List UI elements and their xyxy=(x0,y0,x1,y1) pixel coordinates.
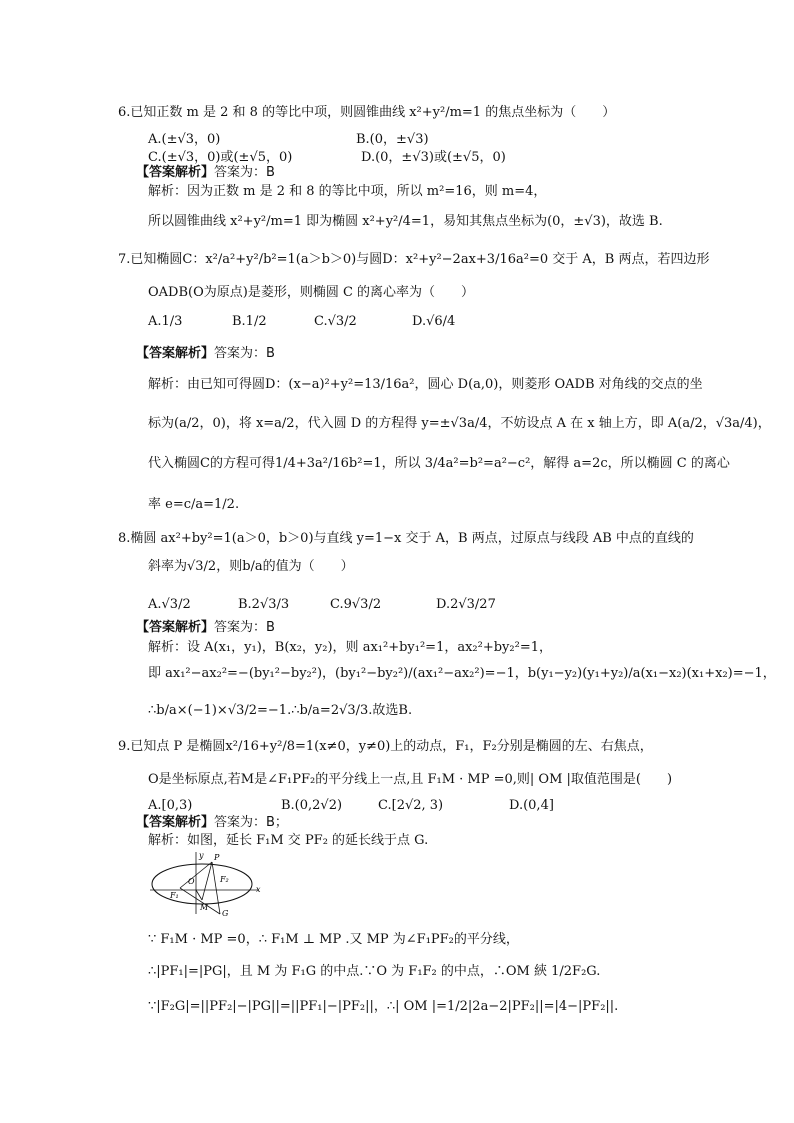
figure-label-f2: F₂ xyxy=(220,875,229,884)
figure-label-y: y xyxy=(199,851,204,860)
figure-label-p: P xyxy=(214,853,220,862)
q6-option-a: A.(±√3，0) xyxy=(148,132,221,147)
q9-solution-4: ∵|F₂G|=||PF₂|−|PG||=||PF₁|−|PF₂||，∴| OM |=1/2|2a−2|PF₂||=|4−|PF₂||. xyxy=(148,999,619,1014)
q8-solution-2: 即 ax₁²−ax₂²=−(by₁²−by₂²)，(by₁²−by₂²)/(ax₁²−ax₂²)=−1，b(y₁−y₂)(y₁+y₂)/a(x₁−x₂)(x₁+x₂)=−1， xyxy=(148,666,776,681)
q6-stem: 6.已知正数 m 是 2 和 8 的等比中项，则圆锥曲线 x²+y²/m=1 的焦点坐标为（ ） xyxy=(118,105,616,120)
ellipse-figure xyxy=(150,850,265,918)
q9-option-d: D.(0,4] xyxy=(509,798,554,813)
q9-answer xyxy=(136,813,288,833)
q6-solution-2: 所以圆锥曲线 x²+y²/m=1 即为椭圆 x²+y²/4=1，易知其焦点坐标为(0，±√3)，故选 B. xyxy=(148,214,663,229)
q7-stem-2: OADB(O为原点)是菱形，则椭圆 C 的离心率为（ ） xyxy=(148,285,475,300)
answer-tag: 【答案解析】 xyxy=(136,346,215,361)
answer-tag: 【答案解析】 xyxy=(136,815,215,830)
q8-stem-1: 8.椭圆 ax²+by²=1(a＞0，b＞0)与直线 y=1−x 交于 A，B 两点，过原点与线段 AB 中点的直线的 xyxy=(118,531,694,546)
q8-option-d: D.2√3/27 xyxy=(436,597,496,612)
q9-option-c: C.[2√2, 3) xyxy=(378,798,444,813)
q8-answer xyxy=(136,618,275,638)
answer-text: 答案为：B xyxy=(214,620,275,635)
q7-option-b: B.1/2 xyxy=(232,314,267,329)
figure-label-o: O xyxy=(188,877,195,886)
answer-text: 答案为：B； xyxy=(214,815,288,830)
q9-option-b: B.(0,2√2) xyxy=(281,798,343,813)
q7-option-c: C.√3/2 xyxy=(314,314,357,329)
q9-stem-2: O是坐标原点,若M是∠F₁PF₂的平分线上一点,且 F₁M · MP =0,则| OM |取值范围是( ) xyxy=(148,772,673,787)
q9-solution-3: ∴|PF₁|=|PG|，且 M 为 F₁G 的中点.∵O 为 F₁F₂ 的中点，∴OM 綊 1/2F₂G. xyxy=(148,964,601,979)
figure-label-g: G xyxy=(222,909,229,918)
q6-option-c: C.(±√3，0)或(±√5，0) xyxy=(148,150,293,165)
answer-text: 答案为：B xyxy=(214,346,275,361)
q6-answer xyxy=(136,163,275,183)
q8-solution-3: ∴b/a×(−1)×√3/2=−1.∴b/a=2√3/3.故选B. xyxy=(148,703,413,718)
q7-answer xyxy=(136,344,275,364)
q9-stem-1: 9.已知点 P 是椭圆x²/16+y²/8=1(x≠0，y≠0)上的动点，F₁，F₂分别是椭圆的左、右焦点， xyxy=(118,739,653,754)
q6-option-b: B.(0，±√3) xyxy=(356,132,429,147)
q9-solution-2: ∵ F₁M · MP =0，∴ F₁M ⊥ MP .又 MP 为∠F₁PF₂的平分线， xyxy=(148,932,519,947)
figure-label-x: x xyxy=(256,885,261,894)
q7-stem-1: 7.已知椭圆C：x²/a²+y²/b²=1(a＞b＞0)与圆D：x²+y²−2ax+3/16a²=0 交于 A，B 两点，若四边形 xyxy=(118,252,710,267)
q7-solution-2: 标为(a/2，0)，将 x=a/2，代入圆 D 的方程得 y=±√3a/4，不妨设点 A 在 x 轴上方，即 A(a/2，√3a/4)， xyxy=(148,416,771,431)
q9-option-a: A.[0,3) xyxy=(148,798,193,813)
q8-solution-1: 解析：设 A(x₁，y₁)，B(x₂，y₂)，则 ax₁²+by₁²=1，ax₂²+by₂²=1， xyxy=(148,640,552,655)
q8-option-b: B.2√3/3 xyxy=(238,597,290,612)
q6-solution-1: 解析：因为正数 m 是 2 和 8 的等比中项，所以 m²=16，则 m=4， xyxy=(148,184,547,199)
q7-solution-4: 率 e=c/a=1/2. xyxy=(148,497,240,512)
q7-option-a: A.1/3 xyxy=(148,314,183,329)
figure-label-m: M xyxy=(200,903,209,912)
figure-label-f1: F₁ xyxy=(170,891,179,900)
answer-tag: 【答案解析】 xyxy=(136,620,215,635)
q6-option-d: D.(0，±√3)或(±√5，0) xyxy=(361,150,506,165)
q8-stem-2: 斜率为√3/2，则b/a的值为（ ） xyxy=(148,559,354,574)
q7-solution-1: 解析：由已知可得圆D：(x−a)²+y²=13/16a²，圆心 D(a,0)，则菱形 OADB 对角线的交点的坐 xyxy=(148,377,703,392)
q8-option-a: A.√3/2 xyxy=(148,597,191,612)
q7-option-d: D.√6/4 xyxy=(412,314,456,329)
answer-text: 答案为：B xyxy=(214,165,275,180)
q8-option-c: C.9√3/2 xyxy=(330,597,382,612)
q7-solution-3: 代入椭圆C的方程可得1/4+3a²/16b²=1，所以 3/4a²=b²=a²−c²，解得 a=2c，所以椭圆 C 的离心 xyxy=(148,456,730,471)
answer-tag: 【答案解析】 xyxy=(136,165,215,180)
q9-solution-1: 解析：如图，延长 F₁M 交 PF₂ 的延长线于点 G. xyxy=(148,833,429,848)
